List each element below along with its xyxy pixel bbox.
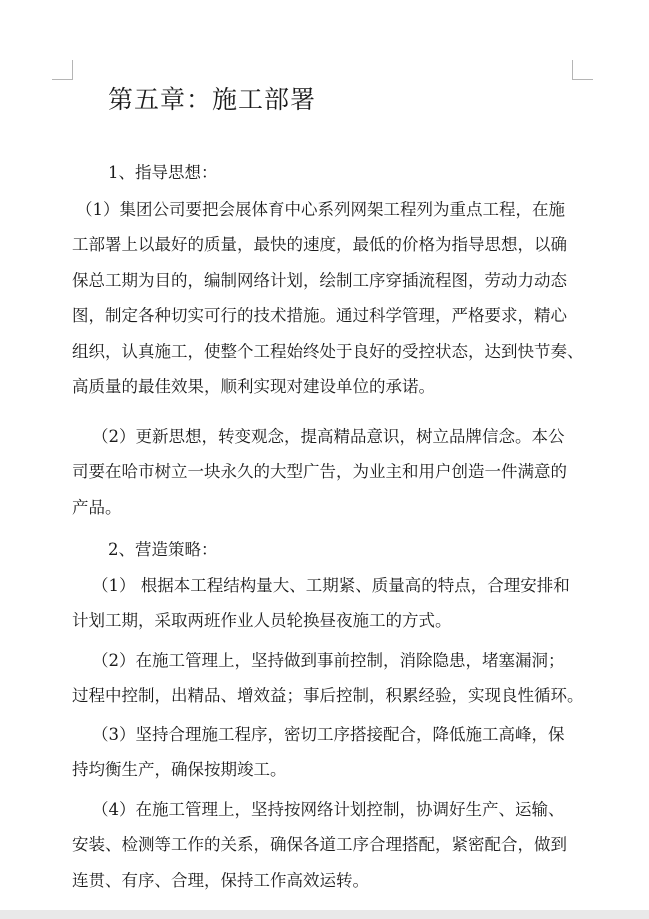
paragraph-line: （1） 根据本工程结构量大、工期紧、质量高的特点，合理安排和	[92, 576, 570, 595]
paragraph-line: （2）在施工管理上，坚持做到事前控制，消除隐患，堵塞漏洞；	[92, 651, 565, 670]
paragraph-strategy-3	[72, 717, 574, 788]
heading-text: 1、指导思想：	[108, 163, 218, 182]
paragraph-line: （1）集团公司要把会展体育中心系列网架工程列为重点工程，在施	[76, 200, 565, 219]
paragraph-line: 图，制定各种切实可行的技术措施。通过科学管理，严格要求，精心	[72, 306, 567, 326]
margin-marker-top-left	[72, 60, 73, 80]
paragraph-line: 安装、检测等工作的关系，确保各道工序合理搭配，紧密配合，做到	[72, 835, 567, 855]
paragraph-line: 产品。	[72, 497, 122, 517]
paragraph-line: 司要在哈市树立一块永久的大型广告，为业主和用户创造一件满意的	[72, 462, 567, 482]
section-heading-strategy	[72, 532, 574, 567]
paragraph-line: 工部署上以最好的质量，最快的速度，最低的价格为指导思想，以确	[72, 235, 567, 255]
heading-text: 2、营造策略：	[108, 540, 218, 559]
paragraph-line: 持均衡生产，确保按期竣工。	[72, 760, 287, 780]
paragraph-line: 连贯、有序、合理，保持工作高效运转。	[72, 870, 369, 890]
paragraph-line: 计划工期，采取两班作业人员轮换昼夜施工的方式。	[72, 611, 452, 631]
paragraph-strategy-1	[72, 568, 574, 639]
margin-marker-top-right	[572, 60, 573, 80]
page-bottom-edge	[0, 910, 649, 919]
paragraph-guiding-2	[72, 419, 574, 525]
paragraph-line: 组织，认真施工，使整个工程始终处于良好的受控状态，达到快节奏、	[72, 341, 584, 361]
paragraph-strategy-2	[72, 643, 584, 714]
paragraph-line: 保总工期为目的，编制网络计划，绘制工序穿插流程图，劳动力动态	[72, 270, 567, 290]
section-heading-guiding	[72, 155, 574, 190]
paragraph-strategy-4	[72, 792, 574, 898]
paragraph-guiding-1	[72, 192, 584, 404]
paragraph-line: （3）坚持合理施工程序，密切工序搭接配合，降低施工高峰，保	[92, 725, 565, 744]
chapter-title: 第五章：施工部署	[108, 85, 317, 114]
paragraph-line: （4）在施工管理上，坚持按网络计划控制，协调好生产、运输、	[92, 800, 565, 819]
paragraph-line: 高质量的最佳效果，顺利实现对建设单位的承诺。	[72, 376, 435, 396]
margin-marker-top-left-horizontal	[52, 79, 73, 80]
paragraph-line: 过程中控制，出精品、增效益；事后控制，积累经验，实现良性循环。	[72, 686, 584, 706]
margin-marker-top-right-horizontal	[572, 79, 593, 80]
paragraph-line: （2）更新思想，转变观念，提高精品意识，树立品牌信念。本公	[92, 427, 565, 446]
